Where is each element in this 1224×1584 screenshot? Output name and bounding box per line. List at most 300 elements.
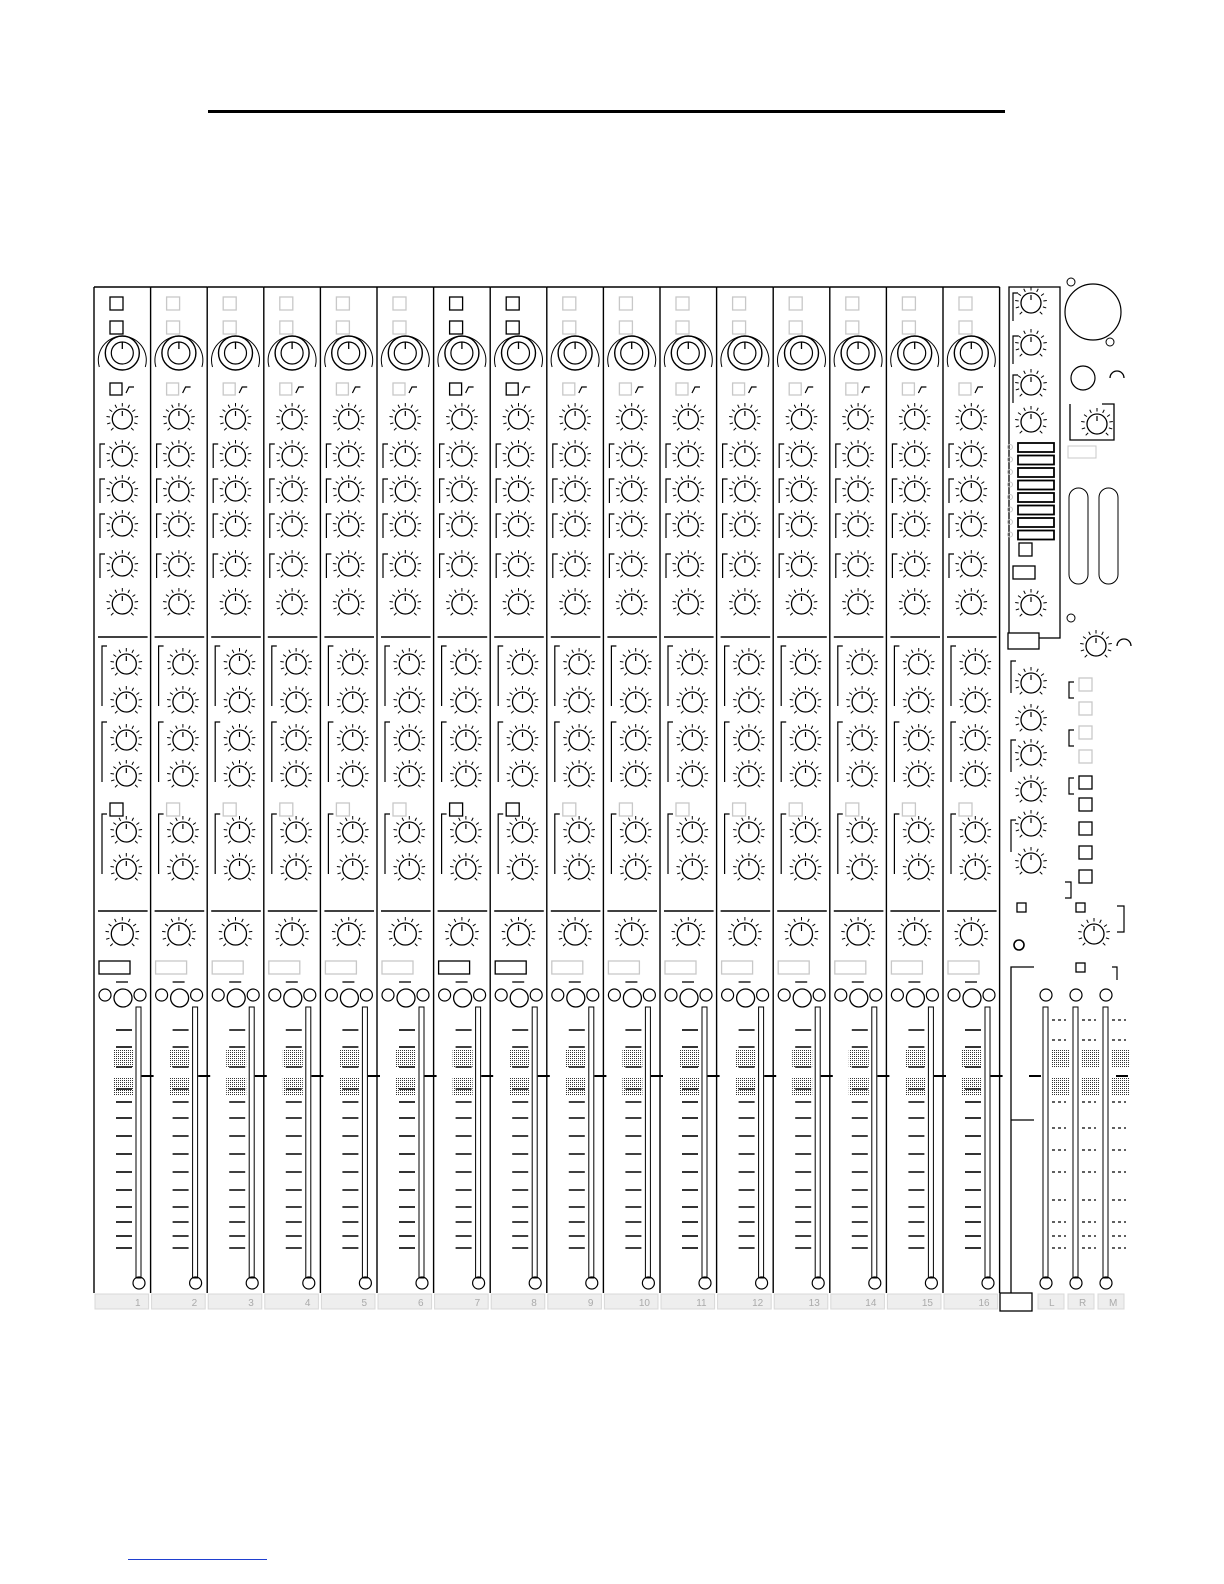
eq-knob-icon[interactable] [163, 440, 195, 467]
eq-knob-icon[interactable] [899, 550, 931, 577]
eq-knob-icon[interactable] [389, 510, 421, 537]
fader-cap-icon[interactable] [736, 1050, 756, 1068]
aux-send-knob-icon[interactable] [676, 760, 708, 787]
pan-knob-icon[interactable] [162, 917, 196, 946]
pad-button[interactable] [110, 321, 123, 334]
eq-knob-icon[interactable] [786, 440, 818, 467]
low-cut-button[interactable] [563, 383, 575, 395]
pre-post-button[interactable] [902, 803, 915, 816]
aux-send-knob-icon[interactable] [167, 816, 199, 843]
aux-send-knob-icon[interactable] [110, 760, 142, 787]
mute-button[interactable] [722, 961, 753, 974]
aux-send-knob-icon[interactable] [224, 686, 256, 713]
aux-send-knob-icon[interactable] [733, 724, 765, 751]
aux-send-knob-icon[interactable] [507, 686, 539, 713]
fader-cap-icon[interactable] [453, 1078, 473, 1096]
eq-knob-icon[interactable] [616, 403, 648, 430]
fader-cap-icon[interactable] [679, 1078, 699, 1096]
pad-button[interactable] [902, 321, 915, 334]
aux-send-knob-icon[interactable] [676, 724, 708, 751]
aux-send-knob-icon[interactable] [110, 816, 142, 843]
aux-send-knob-icon[interactable] [167, 686, 199, 713]
eq-knob-icon[interactable] [842, 440, 874, 467]
eq-knob-icon[interactable] [559, 588, 591, 615]
pre-post-button[interactable] [506, 803, 519, 816]
pad-button[interactable] [506, 321, 519, 334]
eq-knob-icon[interactable] [446, 403, 478, 430]
aux-send-knob-icon[interactable] [110, 686, 142, 713]
gain-knob-icon[interactable] [891, 336, 939, 370]
eq-knob-icon[interactable] [163, 550, 195, 577]
fader-cap-icon[interactable] [679, 1050, 699, 1068]
fader-cap-icon[interactable] [453, 1050, 473, 1068]
fader-cap-icon[interactable] [849, 1078, 869, 1096]
aux-master-button[interactable] [1079, 822, 1092, 835]
eq-knob-icon[interactable] [955, 588, 987, 615]
eq-knob-icon[interactable] [503, 440, 535, 467]
aux-send-knob-icon[interactable] [846, 648, 878, 675]
eq-knob-icon[interactable] [955, 440, 987, 467]
aux-send-knob-icon[interactable] [620, 724, 652, 751]
aux-send-knob-icon[interactable] [790, 853, 822, 880]
low-cut-button[interactable] [676, 383, 688, 395]
eq-knob-icon[interactable] [842, 510, 874, 537]
aux-send-knob-icon[interactable] [620, 760, 652, 787]
mute-button[interactable] [778, 961, 809, 974]
eq-knob-icon[interactable] [276, 440, 308, 467]
fader-cap-icon[interactable] [622, 1050, 642, 1068]
phantom-button[interactable] [450, 297, 463, 310]
aux-master-knob-icon[interactable] [1015, 847, 1047, 874]
phones-level-knob-icon[interactable] [1080, 630, 1112, 657]
eq-knob-icon[interactable] [616, 588, 648, 615]
eq-knob-icon[interactable] [503, 588, 535, 615]
aux-send-knob-icon[interactable] [280, 648, 312, 675]
gain-knob-icon[interactable] [212, 336, 260, 370]
fader-track-icon[interactable] [136, 1007, 141, 1278]
fader-cap-icon[interactable] [1082, 1050, 1100, 1068]
eq-knob-icon[interactable] [559, 403, 591, 430]
eq-knob-icon[interactable] [503, 550, 535, 577]
aux-send-knob-icon[interactable] [450, 648, 482, 675]
aux-send-knob-icon[interactable] [903, 686, 935, 713]
eq-knob-icon[interactable] [333, 550, 365, 577]
aux-send-knob-icon[interactable] [224, 853, 256, 880]
fader-track-icon[interactable] [193, 1007, 198, 1278]
aux-send-knob-icon[interactable] [959, 853, 991, 880]
aux-send-knob-icon[interactable] [110, 724, 142, 751]
fader-cap-icon[interactable] [905, 1050, 925, 1068]
eq-knob-icon[interactable] [503, 510, 535, 537]
pre-post-button[interactable] [110, 803, 123, 816]
eq-knob-icon[interactable] [333, 475, 365, 502]
aux-master-button[interactable] [1079, 798, 1092, 811]
eq-knob-icon[interactable] [106, 440, 138, 467]
mute-button[interactable] [835, 961, 866, 974]
aux-send-knob-icon[interactable] [450, 724, 482, 751]
pan-knob-icon[interactable] [332, 917, 366, 946]
pan-knob-icon[interactable] [785, 917, 819, 946]
pad-button[interactable] [563, 321, 576, 334]
return-knob-icon[interactable] [1015, 329, 1047, 356]
fader-cap-icon[interactable] [396, 1050, 416, 1068]
aux-master-button[interactable] [1079, 726, 1092, 739]
eq-knob-icon[interactable] [672, 440, 704, 467]
aux-send-knob-icon[interactable] [903, 648, 935, 675]
mute-button[interactable] [212, 961, 243, 974]
fader-cap-icon[interactable] [339, 1050, 359, 1068]
pre-post-button[interactable] [676, 803, 689, 816]
phantom-button[interactable] [676, 297, 689, 310]
eq-knob-icon[interactable] [446, 588, 478, 615]
aux-send-knob-icon[interactable] [337, 724, 369, 751]
eq-knob-icon[interactable] [220, 440, 252, 467]
fader-track-icon[interactable] [702, 1007, 707, 1278]
eq-knob-icon[interactable] [163, 588, 195, 615]
eq-knob-icon[interactable] [503, 475, 535, 502]
aux-send-knob-icon[interactable] [846, 853, 878, 880]
fader-cap-icon[interactable] [226, 1078, 246, 1096]
fader-track-icon[interactable] [589, 1007, 594, 1278]
eq-knob-icon[interactable] [220, 550, 252, 577]
aux-send-knob-icon[interactable] [790, 686, 822, 713]
eq-knob-icon[interactable] [389, 440, 421, 467]
mute-button[interactable] [325, 961, 356, 974]
pan-knob-icon[interactable] [615, 917, 649, 946]
aux-send-knob-icon[interactable] [393, 816, 425, 843]
fader-cap-icon[interactable] [905, 1078, 925, 1096]
eq-knob-icon[interactable] [786, 475, 818, 502]
pan-knob-icon[interactable] [955, 917, 989, 946]
low-cut-button[interactable] [619, 383, 631, 395]
phantom-button[interactable] [789, 297, 802, 310]
pre-post-button[interactable] [959, 803, 972, 816]
aux-send-knob-icon[interactable] [733, 853, 765, 880]
eq-knob-icon[interactable] [842, 475, 874, 502]
pre-post-button[interactable] [167, 803, 180, 816]
pad-button[interactable] [789, 321, 802, 334]
aux-send-knob-icon[interactable] [337, 648, 369, 675]
eq-knob-icon[interactable] [559, 550, 591, 577]
eq-knob-icon[interactable] [616, 510, 648, 537]
master-return-knob-icon[interactable] [1078, 918, 1110, 945]
aux-send-knob-icon[interactable] [224, 724, 256, 751]
pad-button[interactable] [733, 321, 746, 334]
pan-knob-icon[interactable] [558, 917, 592, 946]
mute-button[interactable] [552, 961, 583, 974]
aux-send-knob-icon[interactable] [507, 760, 539, 787]
pan-knob-icon[interactable] [275, 917, 309, 946]
eq-knob-icon[interactable] [672, 403, 704, 430]
eq-knob-icon[interactable] [106, 550, 138, 577]
aux-master-button[interactable] [1079, 846, 1092, 859]
aux-send-knob-icon[interactable] [620, 686, 652, 713]
eq-knob-icon[interactable] [786, 510, 818, 537]
talkback-button[interactable] [1068, 446, 1096, 458]
eq-knob-icon[interactable] [729, 475, 761, 502]
fader-track-icon[interactable] [759, 1007, 764, 1278]
aux-send-knob-icon[interactable] [280, 853, 312, 880]
gain-knob-icon[interactable] [495, 336, 543, 370]
mute-button[interactable] [269, 961, 300, 974]
aux-send-knob-icon[interactable] [846, 816, 878, 843]
aux-solo-button[interactable] [1017, 903, 1026, 912]
aux-send-knob-icon[interactable] [224, 816, 256, 843]
pan-knob-icon[interactable] [841, 917, 875, 946]
eq-knob-icon[interactable] [786, 550, 818, 577]
phantom-button[interactable] [506, 297, 519, 310]
eq-knob-icon[interactable] [899, 440, 931, 467]
mute-button[interactable] [99, 961, 130, 974]
fader-cap-icon[interactable] [566, 1050, 586, 1068]
fader-cap-icon[interactable] [283, 1078, 303, 1096]
aux-send-knob-icon[interactable] [167, 648, 199, 675]
aux-send-knob-icon[interactable] [563, 853, 595, 880]
pre-post-button[interactable] [336, 803, 349, 816]
fader-track-icon[interactable] [306, 1007, 311, 1278]
fader-cap-icon[interactable] [509, 1078, 529, 1096]
fader-track-icon[interactable] [872, 1007, 877, 1278]
aux-send-knob-icon[interactable] [790, 760, 822, 787]
aux-send-knob-icon[interactable] [620, 853, 652, 880]
eq-knob-icon[interactable] [729, 510, 761, 537]
fader-cap-icon[interactable] [622, 1078, 642, 1096]
low-cut-button[interactable] [110, 383, 122, 395]
return-button[interactable] [1013, 566, 1035, 579]
aux-send-knob-icon[interactable] [563, 760, 595, 787]
aux-master-button[interactable] [1079, 750, 1092, 763]
pre-post-button[interactable] [733, 803, 746, 816]
mute-button[interactable] [608, 961, 639, 974]
aux-send-knob-icon[interactable] [393, 648, 425, 675]
eq-knob-icon[interactable] [446, 440, 478, 467]
aux-send-knob-icon[interactable] [733, 816, 765, 843]
pan-knob-icon[interactable] [502, 917, 536, 946]
aux-master-knob-icon[interactable] [1015, 667, 1047, 694]
pan-knob-icon[interactable] [445, 917, 479, 946]
mute-button[interactable] [665, 961, 696, 974]
eq-knob-icon[interactable] [163, 510, 195, 537]
aux-send-knob-icon[interactable] [337, 816, 369, 843]
aux-send-knob-icon[interactable] [676, 816, 708, 843]
phantom-button[interactable] [393, 297, 406, 310]
gain-knob-icon[interactable] [325, 336, 373, 370]
fader-track-icon[interactable] [362, 1007, 367, 1278]
aux-send-knob-icon[interactable] [280, 724, 312, 751]
master-select-button[interactable] [1000, 1293, 1032, 1311]
eq-knob-icon[interactable] [786, 403, 818, 430]
talkback-knob-icon[interactable] [1081, 408, 1113, 435]
pre-post-button[interactable] [619, 803, 632, 816]
fader-cap-icon[interactable] [962, 1050, 982, 1068]
return-knob-icon[interactable] [1015, 406, 1047, 433]
pan-knob-icon[interactable] [728, 917, 762, 946]
eq-knob-icon[interactable] [389, 475, 421, 502]
aux-send-knob-icon[interactable] [450, 816, 482, 843]
control-room-button[interactable] [1076, 963, 1085, 972]
eq-knob-icon[interactable] [389, 550, 421, 577]
pre-post-button[interactable] [223, 803, 236, 816]
eq-knob-icon[interactable] [955, 510, 987, 537]
low-cut-button[interactable] [902, 383, 914, 395]
aux-send-knob-icon[interactable] [676, 853, 708, 880]
aux-send-knob-icon[interactable] [450, 686, 482, 713]
return-assign-button[interactable] [1008, 633, 1039, 649]
aux-send-knob-icon[interactable] [959, 760, 991, 787]
phantom-button[interactable] [959, 297, 972, 310]
pre-post-button[interactable] [450, 803, 463, 816]
pre-post-button[interactable] [563, 803, 576, 816]
pre-post-button[interactable] [393, 803, 406, 816]
aux-send-knob-icon[interactable] [337, 686, 369, 713]
pan-knob-icon[interactable] [389, 917, 423, 946]
aux-master-knob-icon[interactable] [1015, 810, 1047, 837]
fader-cap-icon[interactable] [170, 1078, 190, 1096]
aux-send-knob-icon[interactable] [167, 760, 199, 787]
gain-knob-icon[interactable] [778, 336, 826, 370]
eq-knob-icon[interactable] [729, 550, 761, 577]
fader-cap-icon[interactable] [566, 1078, 586, 1096]
eq-knob-icon[interactable] [899, 475, 931, 502]
aux-send-knob-icon[interactable] [280, 760, 312, 787]
eq-knob-icon[interactable] [276, 550, 308, 577]
low-cut-button[interactable] [280, 383, 292, 395]
fader-cap-icon[interactable] [1112, 1050, 1130, 1068]
eq-knob-icon[interactable] [955, 475, 987, 502]
aux-send-knob-icon[interactable] [337, 760, 369, 787]
eq-knob-icon[interactable] [899, 588, 931, 615]
mute-button[interactable] [891, 961, 922, 974]
gain-knob-icon[interactable] [947, 336, 995, 370]
aux-send-knob-icon[interactable] [733, 648, 765, 675]
aux-send-knob-icon[interactable] [959, 816, 991, 843]
phantom-button[interactable] [110, 297, 123, 310]
eq-knob-icon[interactable] [389, 403, 421, 430]
phantom-button[interactable] [902, 297, 915, 310]
aux-send-knob-icon[interactable] [903, 816, 935, 843]
eq-knob-icon[interactable] [446, 550, 478, 577]
fader-cap-icon[interactable] [736, 1078, 756, 1096]
aux-send-knob-icon[interactable] [790, 648, 822, 675]
aux-send-knob-icon[interactable] [393, 686, 425, 713]
eq-knob-icon[interactable] [559, 440, 591, 467]
pad-button[interactable] [619, 321, 632, 334]
fader-track-icon[interactable] [532, 1007, 537, 1278]
eq-knob-icon[interactable] [559, 510, 591, 537]
low-cut-button[interactable] [846, 383, 858, 395]
aux-send-knob-icon[interactable] [224, 760, 256, 787]
aux-send-knob-icon[interactable] [733, 686, 765, 713]
eq-knob-icon[interactable] [616, 440, 648, 467]
eq-knob-icon[interactable] [106, 475, 138, 502]
aux-send-knob-icon[interactable] [959, 686, 991, 713]
eq-knob-icon[interactable] [446, 510, 478, 537]
return-knob-icon[interactable] [1015, 589, 1047, 616]
aux-master-button[interactable] [1079, 678, 1092, 691]
pad-button[interactable] [280, 321, 293, 334]
eq-knob-icon[interactable] [899, 403, 931, 430]
eq-knob-icon[interactable] [106, 403, 138, 430]
meter-select-button[interactable] [1019, 543, 1032, 556]
phantom-button[interactable] [619, 297, 632, 310]
eq-knob-icon[interactable] [333, 440, 365, 467]
aux-send-knob-icon[interactable] [620, 816, 652, 843]
aux-master-button[interactable] [1079, 870, 1092, 883]
pre-post-button[interactable] [280, 803, 293, 816]
gain-knob-icon[interactable] [721, 336, 769, 370]
low-cut-button[interactable] [167, 383, 179, 395]
fader-track-icon[interactable] [476, 1007, 481, 1278]
low-cut-button[interactable] [223, 383, 235, 395]
pan-knob-icon[interactable] [106, 917, 140, 946]
fader-cap-icon[interactable] [1052, 1078, 1070, 1096]
eq-knob-icon[interactable] [220, 475, 252, 502]
low-cut-button[interactable] [733, 383, 745, 395]
fader-track-icon[interactable] [419, 1007, 424, 1278]
aux-master-knob-icon[interactable] [1015, 704, 1047, 731]
eq-knob-icon[interactable] [276, 510, 308, 537]
mute-button[interactable] [495, 961, 526, 974]
aux-send-knob-icon[interactable] [507, 853, 539, 880]
phantom-button[interactable] [167, 297, 180, 310]
aux-master-knob-icon[interactable] [1015, 775, 1047, 802]
fader-cap-icon[interactable] [396, 1078, 416, 1096]
eq-knob-icon[interactable] [333, 588, 365, 615]
aux-send-knob-icon[interactable] [790, 816, 822, 843]
phantom-button[interactable] [846, 297, 859, 310]
aux-send-knob-icon[interactable] [224, 648, 256, 675]
eq-knob-icon[interactable] [842, 550, 874, 577]
eq-knob-icon[interactable] [559, 475, 591, 502]
aux-send-knob-icon[interactable] [393, 760, 425, 787]
eq-knob-icon[interactable] [955, 550, 987, 577]
fader-track-icon[interactable] [928, 1007, 933, 1278]
pan-knob-icon[interactable] [672, 917, 706, 946]
low-cut-button[interactable] [506, 383, 518, 395]
eq-knob-icon[interactable] [842, 403, 874, 430]
aux-send-knob-icon[interactable] [846, 724, 878, 751]
aux-send-knob-icon[interactable] [450, 760, 482, 787]
gain-knob-icon[interactable] [268, 336, 316, 370]
eq-knob-icon[interactable] [672, 475, 704, 502]
eq-knob-icon[interactable] [333, 510, 365, 537]
fader-cap-icon[interactable] [509, 1050, 529, 1068]
aux-send-knob-icon[interactable] [959, 724, 991, 751]
gain-knob-icon[interactable] [551, 336, 599, 370]
phantom-button[interactable] [733, 297, 746, 310]
aux-send-knob-icon[interactable] [337, 853, 369, 880]
aux-send-knob-icon[interactable] [903, 760, 935, 787]
aux-send-knob-icon[interactable] [280, 816, 312, 843]
eq-knob-icon[interactable] [729, 403, 761, 430]
eq-knob-icon[interactable] [389, 588, 421, 615]
eq-knob-icon[interactable] [955, 403, 987, 430]
pad-button[interactable] [223, 321, 236, 334]
eq-knob-icon[interactable] [220, 403, 252, 430]
aux-send-knob-icon[interactable] [167, 853, 199, 880]
aux-send-knob-icon[interactable] [903, 724, 935, 751]
fader-track-icon[interactable] [1103, 1007, 1108, 1278]
pre-post-button[interactable] [789, 803, 802, 816]
fader-cap-icon[interactable] [226, 1050, 246, 1068]
eq-knob-icon[interactable] [842, 588, 874, 615]
fader-track-icon[interactable] [985, 1007, 990, 1278]
aux-send-knob-icon[interactable] [393, 724, 425, 751]
eq-knob-icon[interactable] [672, 550, 704, 577]
gain-knob-icon[interactable] [381, 336, 429, 370]
eq-knob-icon[interactable] [672, 588, 704, 615]
aux-send-knob-icon[interactable] [790, 724, 822, 751]
